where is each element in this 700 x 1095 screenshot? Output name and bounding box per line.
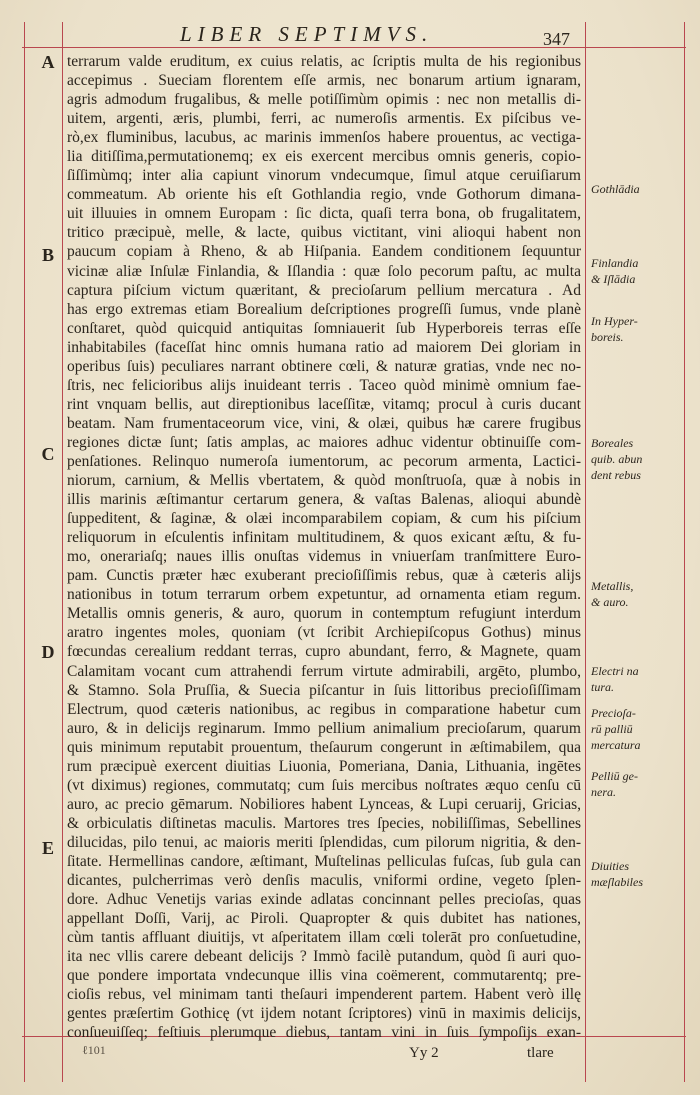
text-line: regiones dictæ ſunt; ſatis amplas, ac maiores adhuc videntur obtinuiſſe com- (67, 433, 581, 451)
marginal-note-line: Pelliū ge- (591, 769, 638, 783)
marginal-note-line: nera. (591, 785, 616, 799)
text-line: penſationes. Relinquo numeroſa iumentorum, ac pecorum armenta, Lactici- (67, 452, 581, 470)
text-line: beatam. Nam frumentaceorum vice, vini, & olæi, quibus hæ carere frugibus (67, 414, 581, 432)
text-line: inhabitabiles (faceſſat hinc omnis humana ratio ad maiorem Dei gloriam in (67, 338, 581, 356)
section-letter-c: C (41, 444, 55, 464)
rule-right-outer (684, 22, 685, 1082)
text-line: appellant Doſſi, Varij, ac Piroli. Quapropter & quis dubitet has nationes, (67, 910, 581, 928)
text-line: rint vnquam bellis, aut direptionibus laceſſitæ, vitamq; procul à curis ducant (67, 395, 581, 413)
text-line: auro, & in delicijs reginarum. Immo pellium animalium precioſarum, quarum (67, 719, 581, 737)
text-line: cùm tantis affluant diuitijs, vt aſperitatem illam cœli tolerāt pro conſuetudine, (67, 929, 581, 947)
text-line: paucum copiam à Rheno, & ab Hiſpania. Eandem conditionem ſequuntur (67, 243, 581, 261)
marginal-note-line: quib. abun (591, 452, 643, 466)
marginal-note-line: Finlandia (591, 256, 639, 270)
text-line: dore. Adhuc Venetijs varias exinde adlatas concinnant pelles precioſas, quas (67, 891, 581, 909)
text-line: pam. Cunctis præter hæc exuberant precioſiſſimis rebus, quæ à cæteris alijs (67, 567, 581, 585)
section-letter-e: E (41, 838, 54, 858)
text-line: ſtris, nec felicioribus alijs inuideant terris . Taceo quòd minimè omnium fae- (67, 376, 581, 394)
text-line: lia ditiſſima,permutationemq; ex eis exercent mercibus omnis generis, copio- (67, 148, 581, 166)
text-line: que pondere importata vndecunque illis vina coëmerent, commutarentq; pre- (67, 967, 581, 985)
marginal-note-line: mæſlabiles (591, 875, 644, 889)
text-line: Metallis omnis generis, & auro, quorum in contemptum refugiunt interdum (67, 605, 581, 623)
text-line: conſtaret, quòd quicquid antiquitas ſomniauerit ſub Hyperboreis terras eſſe (67, 319, 581, 337)
text-line: agris admodum frugalibus, & melle potiſſimùm opimis : nec non metallis di- (67, 91, 581, 109)
section-letter-d: D (41, 642, 55, 662)
page-number: 347 (543, 29, 570, 49)
marginal-note-line: & auro. (591, 595, 629, 609)
text-line (67, 1042, 581, 1061)
text-line: rum præcipuè exercent diuitias Liuonia, Pomeriana, Dania, Lithuania, ingētes (67, 757, 581, 775)
text-line: quis minimum reputabit prouentum, theſaurum congerunt in æſtimabilem, qua (67, 738, 581, 756)
text-line: mo, onerariaſq; naues illis onuſtas videmus in vniuerſam tranſmittere Euro- (67, 548, 581, 566)
text-line: vicinæ aliæ Inſulæ Finlandia, & Iſlandia : quæ ſolo pecorum paſtu, ac multa (67, 262, 581, 280)
text-line: cioſis rebus, vel minimam tanti theſauri impenderent partem. Habent verò illę (67, 986, 581, 1004)
section-letter-b: B (41, 245, 54, 265)
text-line: gentes præſertim Gothicę (vt ijdem notant ſcriptores) vinū in maximis delicijs, (67, 1005, 581, 1023)
text-line: dicantes, pulcherrimas verò denſis maculis, vniformi ordine, vegeto ſplen- (67, 872, 581, 890)
marginal-note-line: tura. (591, 680, 615, 694)
marginal-note-line: Electri na (591, 664, 639, 678)
marginal-note-line: Metallis, (591, 579, 634, 593)
text-line: (vt diximus) regiones, commutatq; cum ſuis mercibus noſtrates æquo cenſu cū (67, 776, 581, 794)
marginal-note-line: In Hyper- (591, 314, 638, 328)
marginal-note-line: rū palliū (591, 722, 633, 736)
marginal-note-pellium-mercatura (591, 705, 681, 753)
rule-right-inner (585, 22, 586, 1082)
text-line: nationibus in totum terrarum orbem expetuntur, ad ornamenta etiam regum. (67, 586, 581, 604)
text-line: terrarum valde eruditum, ex cuius relatis, ac ſcriptis multa de his regionibus (67, 53, 581, 70)
rule-left-inner (62, 22, 63, 1082)
text-line: ſuppeditent, & ſaginæ, & olæi incomparabilem copiam, & cum his piſcium (67, 510, 581, 528)
text-line: auro, ac precio gēmarum. Nobiliores habent Lynceas, & Lupi ceruarij, Gricias, (67, 795, 581, 813)
text-line: tritico præcipuè, melle, & lacte, quibus victitant, vini alioqui habent non (67, 224, 581, 242)
text-line: reliquorum in eſculentis infinitam multitudinem, & quos exicant æſtu, & fu- (67, 529, 581, 547)
rule-left-outer (24, 22, 25, 1082)
catchword: tlare (527, 1045, 554, 1061)
text-line: conſueuiſſeq; feſtiuis plerumque diebus, tantam vini in ſuis ſympoſijs exan- (67, 1024, 581, 1042)
section-letter-a: A (41, 52, 55, 72)
text-line: uitem, argenti, æris, plumbi, ferri, ac numeroſis armentis. Ex piſcibus ve- (67, 110, 581, 128)
text-line: niorum, carnium, & Mellis vbertatem, & quòd monſtruoſa, quæ à nobis in (67, 472, 581, 490)
text-line: accepimus . Sueciam florentem eſſe armis, nec bonarum artium ignaram, (67, 72, 581, 90)
text-line: captura piſcium victum quæritant, & precioſarum pellium mercatura . Ad (67, 281, 581, 299)
marginal-note-hyperboreis (591, 313, 681, 345)
marginal-note-line: dent rebus (591, 468, 641, 482)
marginal-note-line: & Iſlādia (591, 272, 636, 286)
text-line: & orbiculatis diſtinetas maculis. Martores tres ſpecies, nobiliſſimas, Sebellines (67, 814, 581, 832)
text-line: Calamitam vocant cum attrahendi ferrum virtute admirabili, argēto, plumbo, (67, 662, 581, 680)
rule-top (22, 47, 686, 48)
text-line: Electrum, quod cæteris nationibus, ac regibus in comparatione habetur cum (67, 700, 581, 718)
marginal-note-metallis (591, 578, 681, 610)
text-line: has ergo extremas etiam Borealium deſcriptiones progreſſi ſumus, vnde planè (67, 300, 581, 318)
text-line: commeatum. Ab oriente his eſt Gothlandia regio, vnde Gothorum dimana- (67, 186, 581, 204)
marginal-note-electri (591, 663, 681, 695)
text-line: ſitate. Hermellinas candore, æſtimant, Muſtelinas pelliculas fuſcas, ſub gula can (67, 852, 581, 870)
text-line: uit illuuies in omnem Europam : ſic dicta, quaſi terra bona, ob frugalitatem, (67, 205, 581, 223)
marginal-note-line: Gothlādia (591, 182, 640, 196)
text-line: ſiſſimùmq; inter alia capiunt vinorum vndecumque, ſimul atque ceruiſiarum (67, 167, 581, 185)
marginal-note-diuities (591, 858, 681, 890)
running-title: LIBER SEPTIMVS. (180, 22, 434, 46)
marginal-note-pellium-genera (591, 768, 681, 800)
marginal-note-line: Precioſa- (591, 706, 636, 720)
text-line: rò,ex fluminibus, lacubus, ac marinis immenſos habere prouentus, ac vectiga- (67, 129, 581, 147)
footer-signature: ℓ101 (82, 1043, 106, 1057)
marginal-note-boreales (591, 435, 681, 483)
gathering-mark: Yy 2 (409, 1045, 439, 1061)
text-line: & Stamno. Sola Pruſſia, & Suecia piſcantur in ſuis littoribus precioſiſſimam (67, 681, 581, 699)
body-text (67, 52, 581, 1061)
marginal-note-line: boreis. (591, 330, 624, 344)
marginal-note-finlandia (591, 255, 681, 287)
marginal-note-line: Boreales (591, 436, 634, 450)
text-line: ita nec vllis carere debeant delicijs ? Immò facilè putandum, quòd ſi auri quo- (67, 948, 581, 966)
marginal-note-line: Diuities (591, 859, 629, 873)
text-line: aratro ingentes moles, quoniam (vt ſcribit Archiepiſcopus Gothus) minus (67, 624, 581, 642)
text-line: illis marinis æſtimantur certarum genera, & vaſtas Balenas, alioqui abundè (67, 491, 581, 509)
marginal-note-line: mercatura (591, 738, 641, 752)
text-line: operibus ſuis) peculiares narrant obtinere cœli, & naturæ gratias, vnde nec no- (67, 357, 581, 375)
text-line: fœcundas cerealium reddant terras, cupro abundant, ferro, & Magnete, quam (67, 643, 581, 661)
marginal-note-gothlandia (591, 181, 681, 197)
text-line: dilucidas, pilo tenui, ac maioris meriti ſplendidas, cum pilorum nigritia, & den- (67, 833, 581, 851)
